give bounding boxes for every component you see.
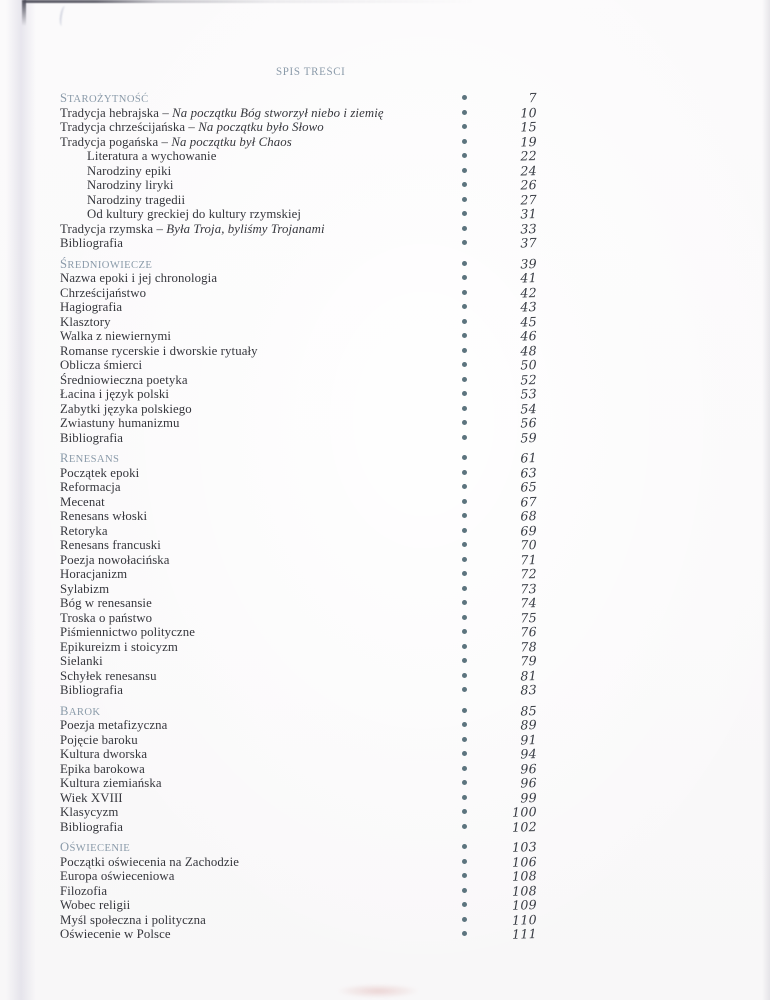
entry-text: Renesans francuski: [60, 538, 161, 552]
entry-text: Tradycja hebrajska –: [60, 105, 173, 120]
page-number: 72: [520, 566, 538, 582]
page-number: 81: [520, 667, 538, 683]
page-title: SPIS TREŚCI: [276, 66, 346, 78]
entry-text: Epika barokowa: [60, 761, 145, 776]
entry-label: [60, 855, 462, 870]
section-heading: OŚWIECENIE: [60, 840, 131, 854]
page-number: 74: [520, 595, 538, 611]
entry-label: [60, 927, 462, 942]
toc-entry-row: [60, 819, 537, 834]
scan-edge-right: [762, 0, 770, 1000]
page-number: 91: [520, 731, 538, 747]
page-number: 56: [520, 415, 538, 431]
entry-label: [60, 431, 462, 446]
page-number: 100: [511, 804, 538, 820]
entry-label: [60, 329, 462, 344]
entry-text: Romanse rycerskie i dworskie rytuały: [60, 343, 258, 358]
entry-text: Bibliografia: [60, 819, 124, 834]
page-number: 31: [520, 206, 538, 222]
entry-label: [60, 164, 462, 179]
entry-label: [60, 358, 462, 373]
entry-label: [60, 315, 462, 330]
toc-entry-row: [60, 897, 537, 912]
entry-label: [60, 747, 462, 762]
entry-label: [60, 625, 462, 640]
entry-label: [60, 344, 462, 359]
entry-label: [60, 884, 462, 899]
page-number: 75: [520, 609, 538, 625]
entry-text: Oświecenie w Polsce: [60, 927, 171, 941]
entry-label: [60, 805, 462, 820]
page-number: 54: [520, 400, 538, 416]
toc-entry-row: [60, 624, 537, 639]
page-number: 33: [520, 220, 538, 236]
entry-text: Filozofia: [60, 883, 108, 898]
table-of-contents: [60, 90, 537, 941]
entry-label: [60, 271, 462, 286]
entry-label: [60, 683, 462, 698]
page-number: 43: [520, 299, 538, 315]
toc-entry-row: [60, 790, 537, 805]
toc-entry-row: [60, 566, 537, 581]
entry-label: [60, 791, 462, 806]
page-number: 102: [511, 818, 538, 835]
entry-label: [60, 509, 462, 524]
page-number: 41: [520, 270, 538, 286]
entry-text: Piśmiennictwo polityczne: [60, 625, 195, 639]
page-number: 99: [520, 789, 538, 805]
page-number: 53: [520, 386, 538, 402]
entry-label: [60, 567, 462, 582]
entry-label: [60, 776, 462, 791]
entry-label: [60, 733, 462, 748]
entry-text: Hagiografia: [60, 300, 123, 314]
entry-label: [60, 898, 462, 913]
page-number: 63: [520, 464, 538, 480]
toc-entry-row: [60, 775, 537, 790]
toc-entry-row: [60, 235, 537, 250]
toc-entry-row: [60, 372, 537, 387]
entry-text: Bibliografia: [60, 430, 124, 445]
entry-text: Renesans włoski: [60, 509, 148, 523]
page-number: 68: [520, 508, 538, 524]
entry-label: [60, 387, 462, 402]
page-number: 65: [520, 479, 538, 495]
entry-label: [60, 135, 462, 150]
entry-label: [60, 669, 462, 684]
toc-entry-row: [60, 328, 537, 343]
toc-section-row: [60, 839, 537, 854]
toc-section-row: [60, 703, 537, 718]
page-number: 39: [520, 255, 538, 271]
toc-entry-row: [60, 177, 537, 192]
page-number: 59: [520, 429, 538, 445]
entry-text: Troska o państwo: [60, 610, 153, 625]
entry-label: [60, 466, 462, 481]
page-number: 26: [520, 177, 538, 193]
entry-subtitle-italic: Na początku było Słowo: [198, 120, 324, 134]
page-number: 106: [511, 853, 538, 870]
toc-entry-row: [60, 537, 537, 552]
entry-label: [60, 495, 462, 510]
entry-text: Bóg w renesansie: [60, 596, 152, 610]
entry-text: Walka z niewiernymi: [60, 329, 172, 343]
toc-section-row: [60, 90, 537, 105]
entry-label: [60, 869, 462, 884]
toc-entry-row: [60, 314, 537, 329]
toc-entry-row: [60, 430, 537, 445]
entry-label: [60, 373, 462, 388]
toc-entry-row: [60, 804, 537, 819]
toc-entry-row: [60, 926, 537, 941]
page-number: 73: [520, 580, 538, 596]
entry-text: Początek epoki: [60, 465, 140, 480]
page-number: 89: [520, 717, 538, 733]
page-number: 110: [511, 911, 538, 928]
entry-text: Klasycyzm: [60, 805, 119, 819]
section-heading: STAROŻYTNOŚĆ: [60, 91, 149, 105]
entry-label: [60, 596, 462, 611]
page-number: 111: [511, 926, 538, 942]
entry-text: Narodziny tragedii: [87, 192, 186, 207]
entry-label: [60, 538, 462, 553]
page-number: 22: [520, 148, 538, 164]
entry-text: Sielanki: [60, 654, 103, 668]
entry-label: [60, 553, 462, 568]
toc-entry-row: [60, 299, 537, 314]
page-number: 76: [520, 624, 538, 640]
toc-entry-row: [60, 479, 537, 494]
section-heading: ŚREDNIOWIECZE: [60, 256, 153, 271]
page-number: 61: [520, 450, 538, 466]
entry-text: Reformacja: [60, 480, 121, 494]
toc-entry-row: [60, 415, 537, 430]
entry-label: [60, 120, 462, 135]
page-number: 15: [520, 119, 538, 135]
page-number: 108: [511, 882, 538, 899]
entry-text: Zwiastuny humanizmu: [60, 416, 180, 430]
page-number: 19: [520, 133, 538, 149]
toc-entry-row: [60, 105, 537, 120]
toc-section-row: [60, 256, 537, 271]
page-number: 24: [520, 162, 538, 178]
toc-entry-row: [60, 717, 537, 732]
page-number: 71: [520, 551, 538, 567]
page-number: 50: [520, 357, 538, 373]
entry-label: [60, 207, 462, 222]
page-number: 96: [520, 775, 538, 791]
toc-entry-row: [60, 163, 537, 178]
entry-label: [60, 300, 462, 315]
entry-label: [60, 820, 462, 835]
scan-edge-left: [22, 0, 26, 26]
entry-text: Tradycja chrześcijańska –: [60, 120, 199, 134]
entry-text: Wobec religii: [60, 898, 131, 912]
toc-entry-row: [60, 746, 537, 761]
entry-label: [60, 402, 462, 417]
scan-edge-top: [24, 0, 474, 3]
section-heading: BAROK: [60, 703, 101, 718]
entry-text: Myśl społeczna i polityczna: [60, 912, 206, 927]
toc-entry-row: [60, 732, 537, 747]
toc-entry-row: [60, 595, 537, 610]
page-number: 103: [511, 839, 538, 855]
page-number: 46: [520, 328, 538, 344]
toc-entry-row: [60, 682, 537, 697]
entry-label: [60, 193, 462, 208]
entry-subtitle-italic: Była Troja, byliśmy Trojanami: [166, 221, 325, 236]
toc-entry-row: [60, 494, 537, 509]
entry-text: Średniowieczna poetyka: [60, 372, 188, 387]
page-number: 85: [520, 702, 538, 718]
toc-entry-row: [60, 148, 537, 163]
entry-label: [60, 416, 462, 431]
entry-text: Wiek XVIII: [60, 790, 123, 805]
toc-entry-row: [60, 357, 537, 372]
page-number: 94: [520, 746, 538, 762]
page-number: 52: [520, 371, 538, 387]
entry-text: Kultura ziemiańska: [60, 776, 162, 790]
entry-label: [60, 480, 462, 495]
entry-text: Retoryka: [60, 523, 108, 538]
entry-subtitle-italic: Na początku był Chaos: [171, 134, 292, 149]
entry-text: Literatura a wychowanie: [87, 149, 217, 163]
entry-text: Mecenat: [60, 494, 105, 509]
entry-text: Zabytki języka polskiego: [60, 401, 192, 416]
entry-label: [60, 236, 462, 251]
toc-entry-row: [60, 610, 537, 625]
page-number: 67: [520, 493, 538, 509]
entry-text: Nazwa epoki i jej chronologia: [60, 271, 218, 285]
entry-text: Łacina i język polski: [60, 387, 170, 401]
toc-entry-row: [60, 134, 537, 149]
entry-label: [60, 718, 462, 733]
page-number: 69: [520, 522, 538, 538]
entry-label: [60, 611, 462, 626]
toc-entry-row: [60, 119, 537, 134]
toc-entry-row: [60, 552, 537, 567]
entry-text: Bibliografia: [60, 683, 124, 697]
entry-text: Narodziny epiki: [87, 163, 172, 178]
toc-entry-row: [60, 581, 537, 596]
page-number: 108: [511, 868, 538, 884]
entry-label: [60, 106, 462, 121]
toc-entry-row: [60, 270, 537, 285]
toc-entry-row: [60, 401, 537, 416]
entry-label: [60, 913, 462, 928]
entry-text: Od kultury greckiej do kultury rzymskiej: [87, 207, 302, 221]
toc-entry-row: [60, 868, 537, 883]
ink-smudge: [336, 984, 420, 998]
entry-label: [60, 762, 462, 777]
entry-text: Epikureizm i stoicyzm: [60, 639, 178, 654]
toc-entry-row: [60, 206, 537, 221]
toc-section-row: [60, 450, 537, 465]
gutter-shadow: [6, 0, 36, 1000]
page-number: 48: [520, 342, 538, 358]
entry-label: [60, 640, 462, 655]
entry-label: [60, 524, 462, 539]
entry-text: Europa oświeceniowa: [60, 869, 175, 883]
entry-subtitle-italic: Na początku Bóg stworzył niebo i ziemię: [172, 105, 384, 120]
toc-entry-row: [60, 653, 537, 668]
entry-label: [60, 286, 462, 301]
toc-entry-row: [60, 285, 537, 300]
toc-entry-row: [60, 854, 537, 869]
entry-text: Pojęcie baroku: [60, 732, 138, 747]
page-number: 37: [520, 235, 538, 251]
entry-text: Schyłek renesansu: [60, 668, 157, 683]
entry-text: Poezja metafizyczna: [60, 718, 168, 732]
page-number: 109: [511, 897, 538, 913]
page-number: 27: [520, 191, 538, 207]
entry-text: Poezja nowołacińska: [60, 552, 170, 567]
entry-text: Tradycja pogańska –: [60, 134, 172, 149]
entry-text: Chrześcijaństwo: [60, 285, 147, 300]
toc-entry-row: [60, 912, 537, 927]
page-number: 78: [520, 638, 538, 654]
toc-entry-row: [60, 343, 537, 358]
entry-text: Kultura dworska: [60, 747, 148, 761]
toc-entry-row: [60, 668, 537, 683]
toc-entry-row: [60, 192, 537, 207]
page-number: 83: [520, 682, 538, 698]
page-number: 45: [520, 313, 538, 329]
entry-label: [60, 222, 462, 237]
toc-entry-row: [60, 883, 537, 898]
entry-text: Narodziny liryki: [87, 178, 174, 192]
toc-entry-row: [60, 221, 537, 236]
entry-label: [60, 582, 462, 597]
pencil-mark: [58, 6, 68, 27]
entry-text: Sylabizm: [60, 581, 110, 596]
toc-entry-row: [60, 386, 537, 401]
toc-entry-row: [60, 465, 537, 480]
entry-text: Tradycja rzymska –: [60, 221, 167, 236]
page-number: 79: [520, 653, 538, 669]
entry-label: [60, 178, 462, 193]
entry-label: [60, 149, 462, 164]
section-heading: RENESANS: [60, 451, 120, 465]
entry-text: Klasztory: [60, 314, 111, 329]
page-number: 96: [520, 760, 538, 776]
toc-entry-row: [60, 523, 537, 538]
page-number: 42: [520, 284, 538, 300]
entry-text: Początki oświecenia na Zachodzie: [60, 854, 240, 869]
page-number: 10: [520, 104, 538, 120]
toc-entry-row: [60, 761, 537, 776]
toc-entry-row: [60, 639, 537, 654]
entry-text: Horacjanizm: [60, 567, 128, 581]
entry-text: Bibliografia: [60, 236, 124, 250]
entry-text: Oblicza śmierci: [60, 358, 143, 372]
page-number: 70: [520, 537, 538, 553]
page-number: 7: [528, 90, 538, 106]
entry-label: [60, 654, 462, 669]
toc-entry-row: [60, 508, 537, 523]
